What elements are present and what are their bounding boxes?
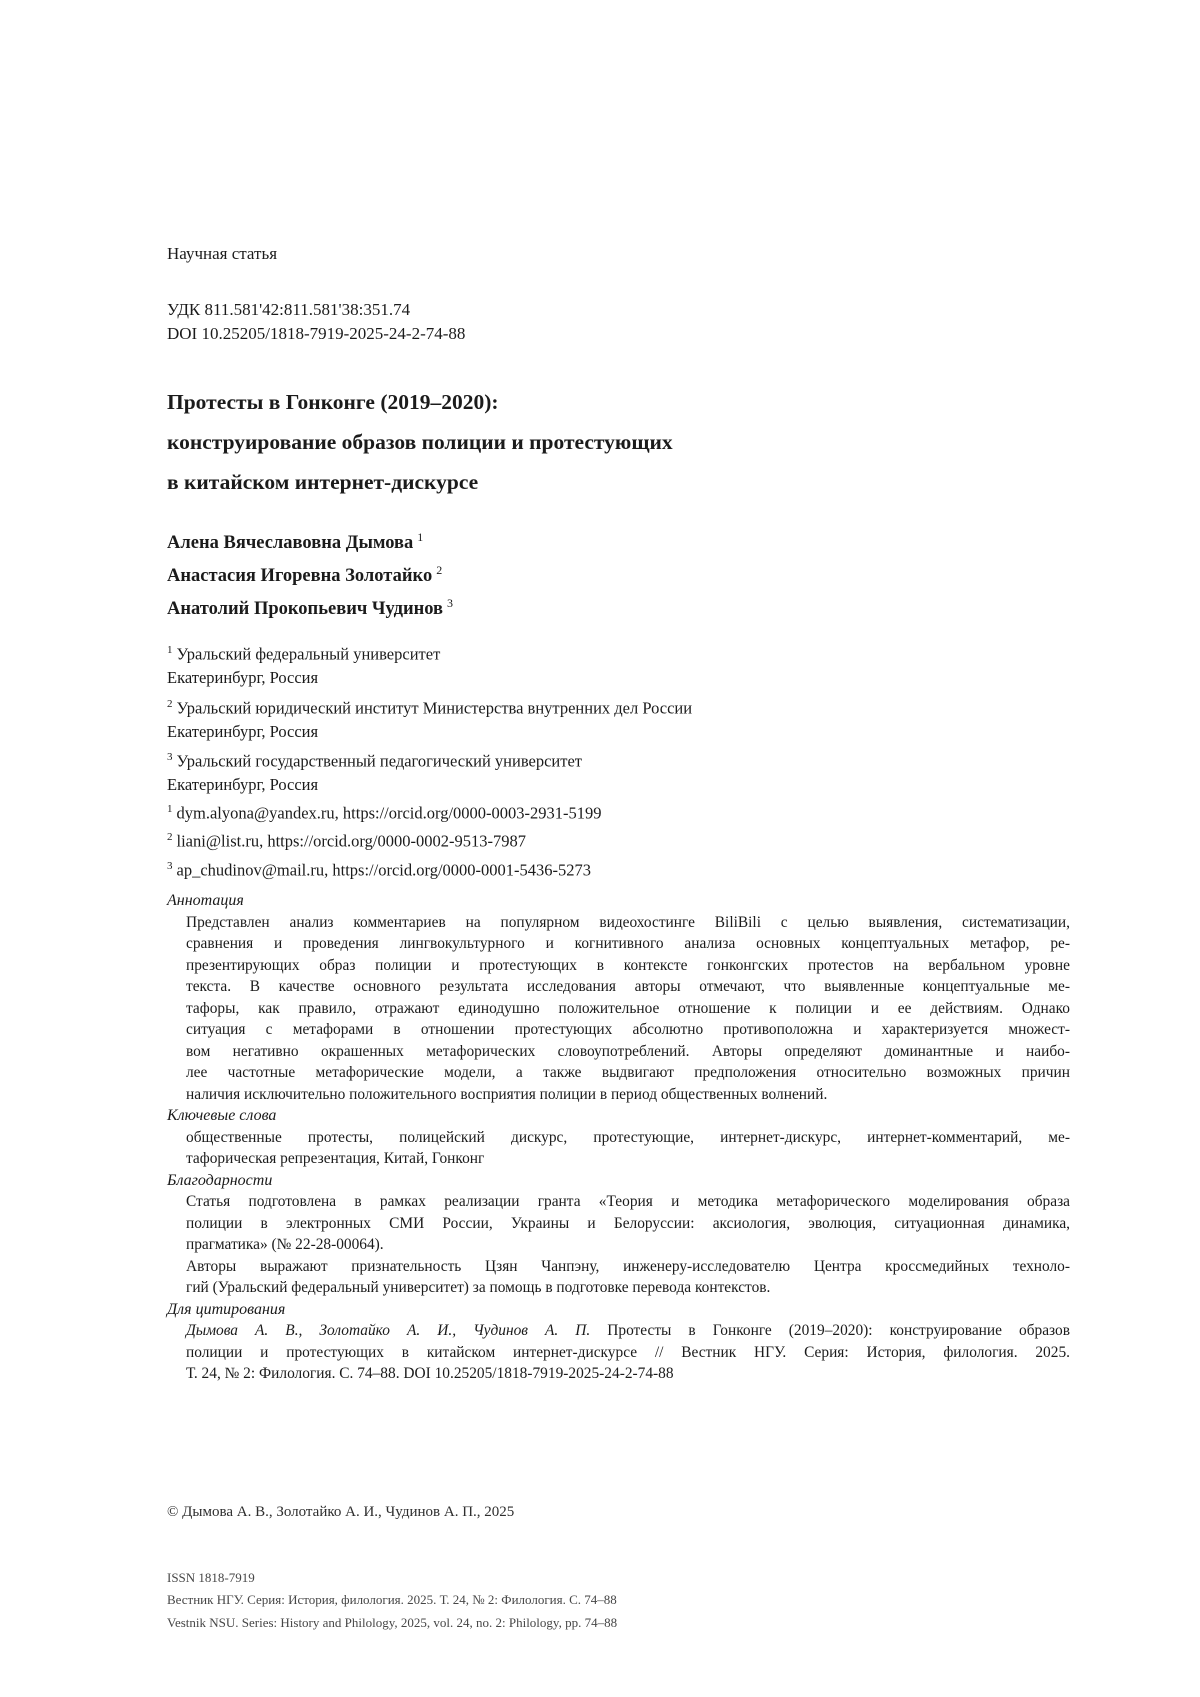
section-line: лее частотные метафорические модели, а также выдвигают предположения относительно возможных причин [186, 1064, 1070, 1082]
footer-line: Vestnik NSU. Series: History and Philology, 2025, vol. 24, no. 2: Philology, pp. 74–88 [167, 1614, 618, 1630]
citation-text: Протесты в Гонконге (2019–2020): конструирование образов [590, 1322, 1071, 1340]
affiliation-row [167, 746, 1070, 797]
affiliation-name-line [167, 639, 1070, 666]
affiliation-city: Екатеринбург, Россия [167, 775, 319, 795]
section-keywords [167, 1105, 1070, 1170]
author-row [167, 524, 1070, 557]
section-line: презентирующих образ полиции и протестующих в контексте гонконгских протестов на вербальном уровне [186, 956, 1070, 974]
journal-footer [167, 1567, 1070, 1635]
section-line: Авторы выражают признательность Цзян Чанпэну, инженеру-исследователю Центра кроссмедийных техноло- [186, 1257, 1070, 1275]
section-paragraph [186, 1191, 1070, 1256]
contact-row [167, 825, 1070, 854]
section-heading: Благодарности [167, 1171, 273, 1189]
section-heading: Ключевые слова [167, 1107, 277, 1125]
author-name: Алена Вячеславовна Дымова [167, 533, 414, 554]
author-superscript: 2 [436, 563, 443, 578]
author-name: Анастасия Игоревна Золотайко [167, 566, 433, 587]
section-line: полиции в электронных СМИ России, Украины и Белоруссии: аксиология, эволюция, ситуационная динамика, [186, 1214, 1070, 1232]
section-paragraph [186, 912, 1070, 1106]
affiliation-name: Уральский государственный педагогический университет [176, 751, 582, 771]
authors-block [167, 524, 1070, 623]
section-line: сравнения и проведения лингвокультурного и когнитивного анализа основных концептуальных метафор, ре- [186, 935, 1070, 953]
contact-text: dym.alyona@yandex.ru, https://orcid.org/0000-0003-2931-5199 [176, 803, 602, 823]
section-line: вом негативно окрашенных метафорических словоупотреблений. Авторы определяют доминантные и наибо- [186, 1042, 1070, 1060]
affiliation-superscript: 3 [167, 751, 173, 764]
section-line: тафоры, как правило, отражают единодушно положительное отношение к полиции и ее действиям. Однако [186, 999, 1070, 1017]
article-title [167, 382, 1070, 502]
contact-superscript: 3 [167, 859, 173, 872]
section-line: ситуация с метафорами в отношении протестующих абсолютно противоположна и характеризуется множест- [186, 1021, 1070, 1039]
citation-authors: Дымова А. В., Золотайко А. И., Чудинов А. П. [186, 1322, 591, 1340]
doi-line: DOI 10.25205/1818-7919-2025-24-2-74-88 [167, 324, 466, 343]
affiliation-row [167, 639, 1070, 690]
contact-row [167, 797, 1070, 826]
section-line: текста. В качестве основного результата исследования авторы отмечают, что выявленные концептуальные ме- [186, 978, 1070, 996]
contact-row [167, 854, 1070, 883]
section-line: Статья подготовлена в рамках реализации гранта «Теория и методика метафорического моделирования образа [186, 1193, 1070, 1211]
affiliation-superscript: 2 [167, 697, 173, 710]
affiliation-name: Уральский федеральный университет [176, 644, 441, 664]
author-superscript: 3 [447, 596, 454, 611]
copyright-line: © Дымова А. В., Золотайко А. И., Чудинов А. П., 2025 [167, 1503, 515, 1520]
footer-line: Вестник НГУ. Серия: История, филология. 2025. Т. 24, № 2: Филология. С. 74–88 [167, 1592, 617, 1608]
affiliation-superscript: 1 [167, 644, 173, 657]
affiliation-name-line [167, 746, 1070, 773]
article-type-label: Научная статья [167, 244, 278, 263]
author-name: Анатолий Прокопьевич Чудинов [167, 599, 444, 620]
section-line: Т. 24, № 2: Филология. С. 74–88. DOI 10.25205/1818-7919-2025-24-2-74-88 [186, 1365, 674, 1383]
contact-text: liani@list.ru, https://orcid.org/0000-0002-9513-7987 [176, 831, 526, 851]
author-row [167, 557, 1070, 590]
article-sections [167, 890, 1070, 1385]
section-line: прагматика» (№ 22-28-00064). [186, 1236, 384, 1254]
section-line: Представлен анализ комментариев на популярном видеохостинге BiliBili с целью выявления, систематизации, [186, 913, 1070, 931]
contact-text: ap_chudinov@mail.ru, https://orcid.org/0000-0001-5436-5273 [176, 860, 592, 880]
section-paragraph [186, 1256, 1070, 1299]
article-meta [167, 298, 1070, 346]
footer-line: ISSN 1818-7919 [167, 1569, 255, 1585]
section-line: тафорическая репрезентация, Китай, Гонконг [186, 1150, 485, 1168]
section-abstract [167, 890, 1070, 1105]
page-content [167, 243, 1070, 1634]
affiliation-city: Екатеринбург, Россия [167, 721, 319, 741]
section-line: гий (Уральский федеральный университет) за помощь в подготовке перевода контекстов. [186, 1279, 771, 1297]
affiliation-name: Уральский юридический институт Министерства внутренних дел России [176, 698, 693, 718]
contact-superscript: 1 [167, 802, 173, 815]
affiliations-block [167, 639, 1070, 797]
title-line: Протесты в Гонконге (2019–2020): [167, 390, 499, 414]
section-line: полиции и протестующих в китайском интернет-дискурсе // Вестник НГУ. Серия: История, филология. 2025. [186, 1343, 1070, 1361]
title-line: конструирование образов полиции и протестующих [167, 430, 673, 454]
udc-line: УДК 811.581'42:811.581'38:351.74 [167, 300, 411, 319]
section-paragraph [186, 1127, 1070, 1170]
author-superscript: 1 [417, 530, 424, 544]
contacts-block [167, 797, 1070, 883]
title-line: в китайском интернет-дискурсе [167, 470, 479, 494]
section-line: наличия исключительно положительного восприятия полиции в период общественных волнений. [186, 1085, 828, 1103]
contact-superscript: 2 [167, 831, 173, 844]
section-citation [167, 1299, 1070, 1385]
section-acknowledgments [167, 1170, 1070, 1299]
section-line [186, 1320, 1070, 1342]
section-heading: Аннотация [167, 892, 244, 910]
author-row [167, 590, 1070, 623]
section-paragraph [186, 1320, 1070, 1385]
section-line: общественные протесты, полицейский дискурс, протестующие, интернет-дискурс, интернет-комментарий, ме- [186, 1128, 1070, 1146]
affiliation-row [167, 693, 1070, 744]
section-heading: Для цитирования [167, 1300, 286, 1318]
affiliation-name-line [167, 693, 1070, 720]
affiliation-city: Екатеринбург, Россия [167, 668, 319, 688]
